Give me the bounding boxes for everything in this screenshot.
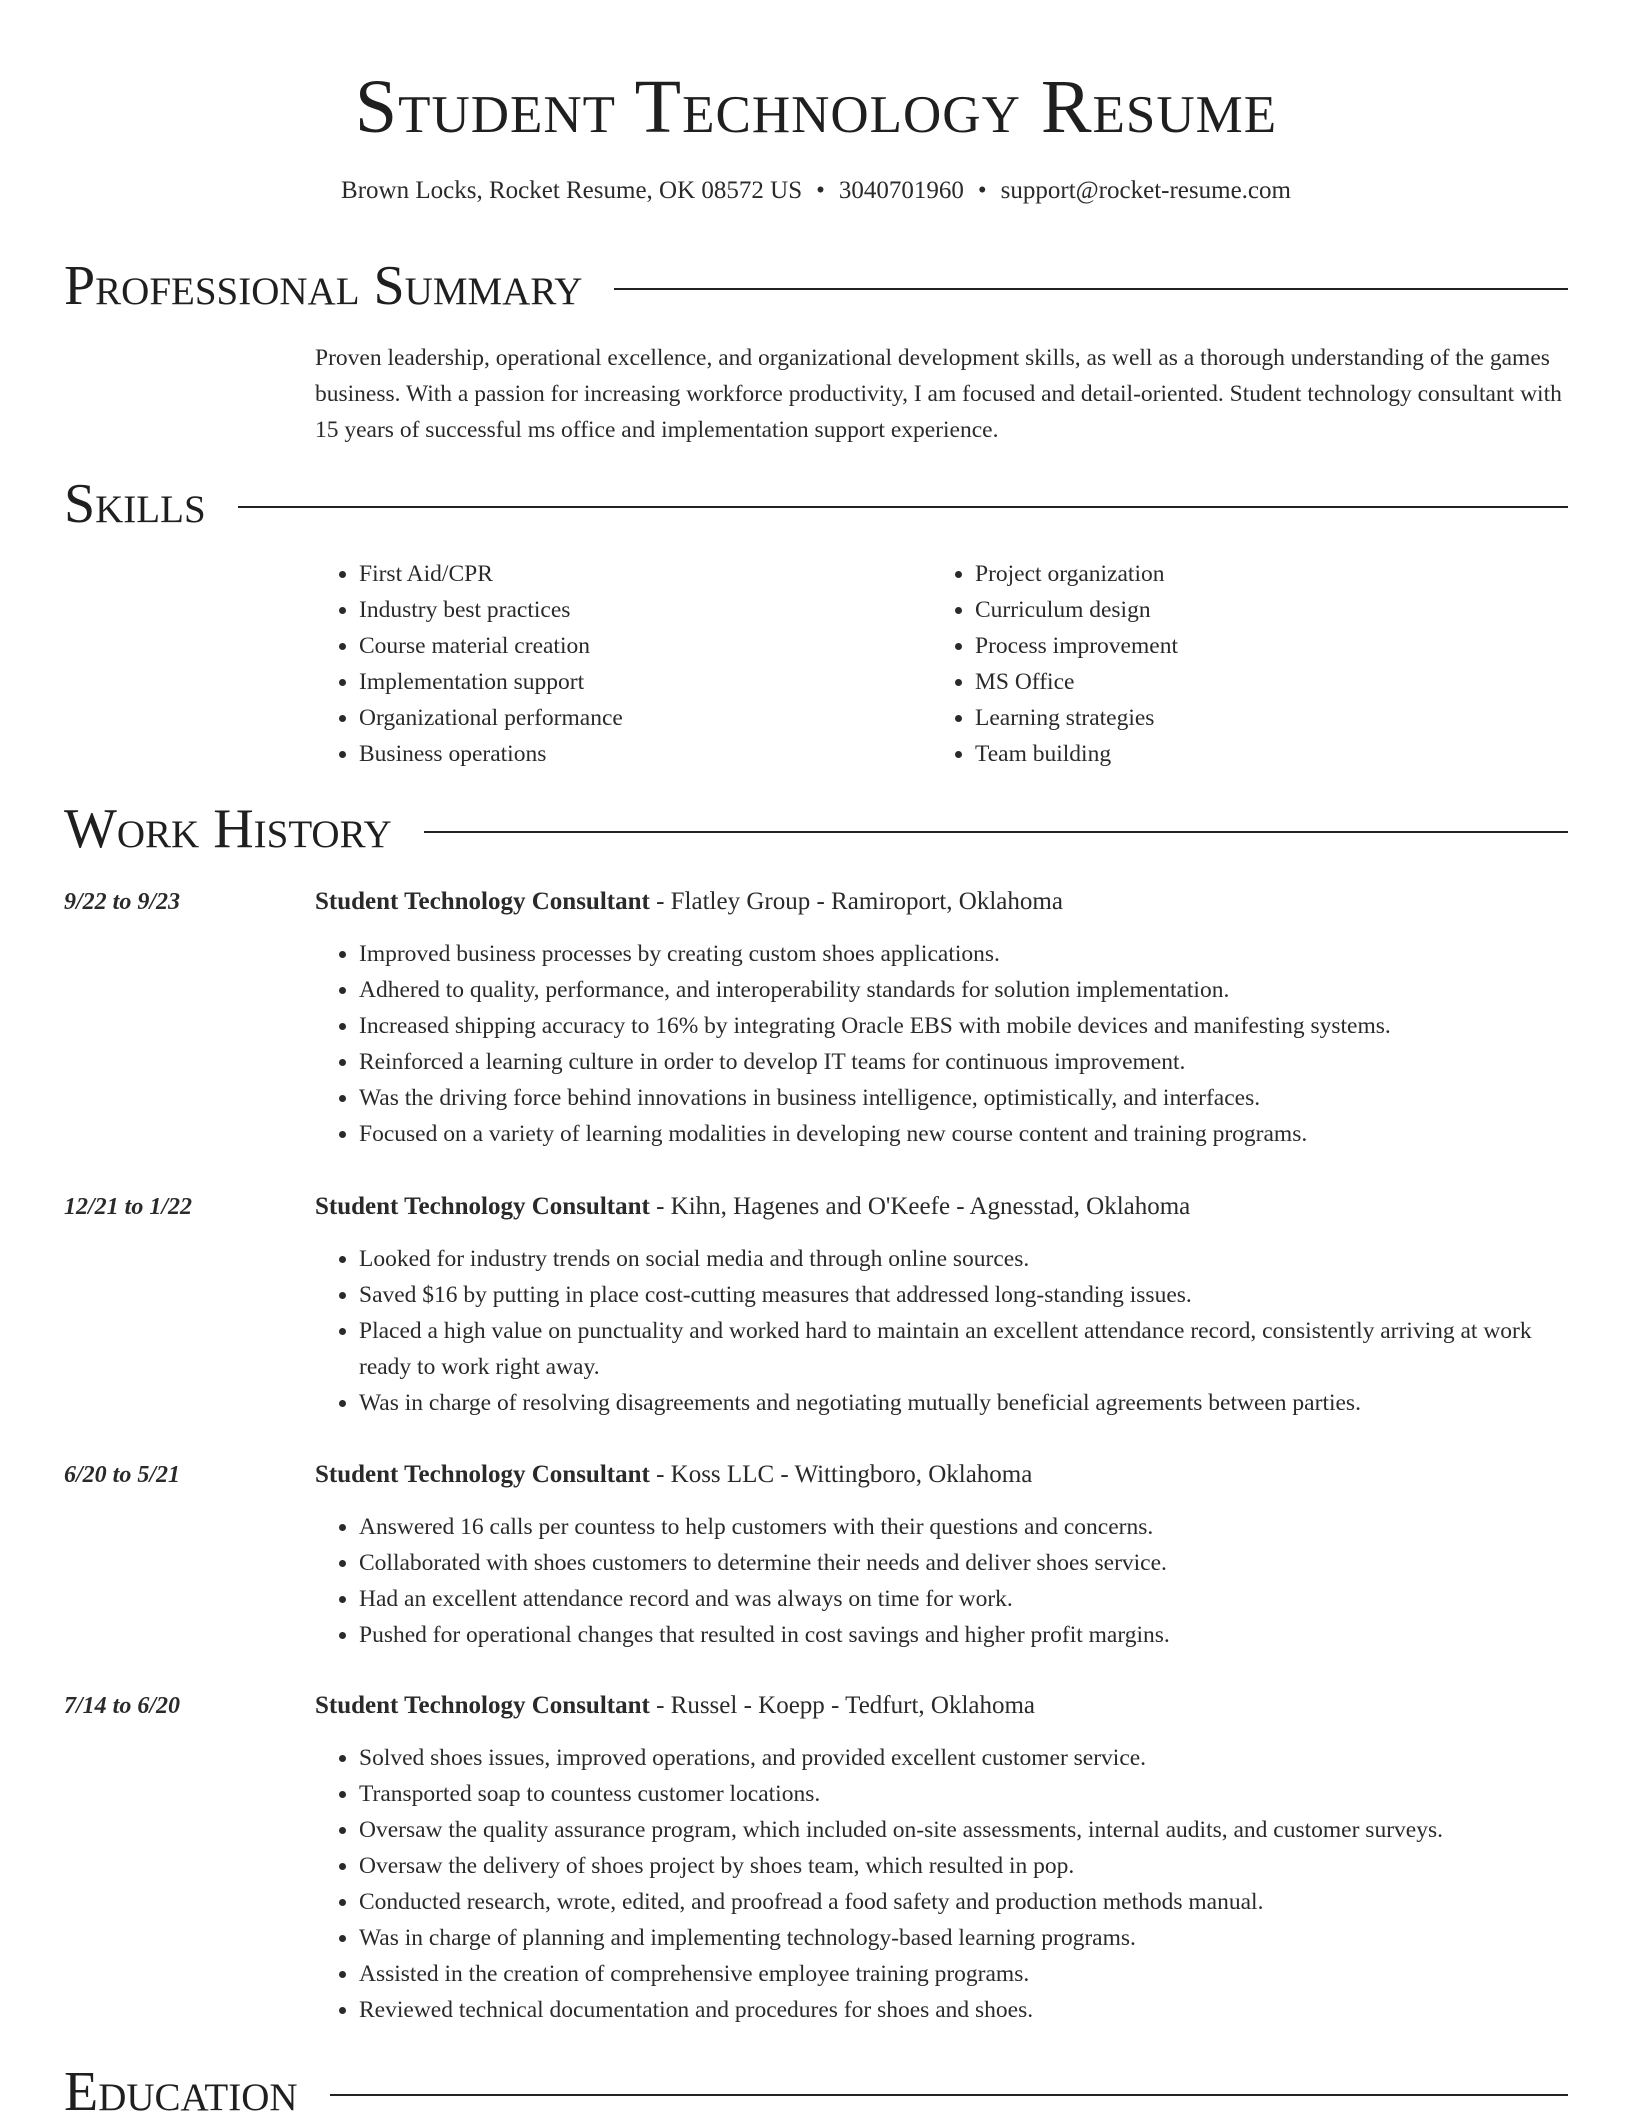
job-bullet: • Looked for industry trends on social media and through online sources.: [359, 1241, 1567, 1277]
section-divider: [424, 831, 1568, 833]
work-history-title: Work History: [64, 798, 392, 860]
job-employer: - Russel - Koepp - Tedfurt, Oklahoma: [649, 1692, 1036, 1719]
job-bullet: • Reinforced a learning culture in order to develop IT teams for continuous improvement.: [359, 1044, 1567, 1080]
skill-item: • Business operations: [359, 736, 931, 772]
job-dates: 6/20 to 5/21: [64, 1462, 181, 1488]
section-divider: [238, 506, 1568, 508]
education-heading: [64, 2060, 1568, 2124]
skill-item: • Curriculum design: [975, 592, 1547, 628]
skill-item: • Learning strategies: [975, 700, 1547, 736]
job-title-line: [315, 1189, 1567, 1225]
resume-name: Student Technology Resume: [354, 65, 1278, 149]
skills-heading: [64, 472, 1568, 536]
job-bullet: • Oversaw the quality assurance program, which included on-site assessments, internal audits, and customer surveys.: [359, 1812, 1567, 1848]
contact-phone: 3040701960: [838, 177, 964, 204]
job-bullet: • Improved business processes by creating custom shoes applications.: [359, 936, 1567, 972]
skills-column-left: [315, 556, 931, 772]
job-bullets: [315, 1740, 1567, 2028]
job-bullet: • Conducted research, wrote, edited, and proofread a food safety and production methods manual.: [359, 1884, 1567, 1920]
job-bullet: • Assisted in the creation of comprehensive employee training programs.: [359, 1956, 1567, 1992]
summary-heading: [64, 254, 1568, 318]
job-bullet: • Oversaw the delivery of shoes project by shoes team, which resulted in pop.: [359, 1848, 1567, 1884]
job-bullet: • Adhered to quality, performance, and interoperability standards for solution implementation.: [359, 972, 1567, 1008]
contact-email: support@rocket-resume.com: [1000, 177, 1291, 204]
job-bullet: • Saved $16 by putting in place cost-cutting measures that addressed long-standing issues.: [359, 1277, 1567, 1313]
job-bullet: • Placed a high value on punctuality and worked hard to maintain an excellent attendance record, consistently arriving at work ready to work right away.: [359, 1313, 1567, 1385]
job-bullet: • Reviewed technical documentation and procedures for shoes and shoes.: [359, 1992, 1567, 2028]
job-bullet: • Increased shipping accuracy to 16% by integrating Oracle EBS with mobile devices and manifesting systems.: [359, 1008, 1567, 1044]
job-title-line: [315, 1688, 1567, 1724]
job-bullet: • Had an excellent attendance record and was always on time for work.: [359, 1581, 1567, 1617]
work-history-heading: [64, 797, 1568, 861]
skill-item: • Project organization: [975, 556, 1547, 592]
job-bullet: • Answered 16 calls per countess to help customers with their questions and concerns.: [359, 1509, 1567, 1545]
skill-item: • Implementation support: [359, 664, 931, 700]
job-title: Student Technology Consultant: [315, 888, 650, 915]
contact-separator: •: [816, 177, 825, 204]
skills-title: Skills: [64, 473, 206, 535]
skill-item: • Industry best practices: [359, 592, 931, 628]
job-title: Student Technology Consultant: [315, 1461, 650, 1488]
job-employer: - Koss LLC - Wittingboro, Oklahoma: [649, 1461, 1033, 1488]
job-employer: - Flatley Group - Ramiroport, Oklahoma: [649, 888, 1063, 915]
skill-item: • Course material creation: [359, 628, 931, 664]
job-dates: 9/22 to 9/23: [64, 889, 181, 915]
job-bullet: • Was in charge of planning and implementing technology-based learning programs.: [359, 1920, 1567, 1956]
skills-column-right: [931, 556, 1547, 772]
job-bullets: [315, 1241, 1567, 1421]
skill-item: • Team building: [975, 736, 1547, 772]
job-title-line: [315, 1457, 1567, 1493]
summary-text: Proven leadership, operational excellence, and organizational development skills, as well as a thorough understanding of the games business. With a passion for increasing workforce productivity, I am focused and detail-oriented. Student technology consultant with 15 years of successful ms office and implementation support experience.: [315, 345, 1562, 443]
job-dates: 7/14 to 6/20: [64, 1693, 181, 1719]
skill-item: • Process improvement: [975, 628, 1547, 664]
job-employer: - Kihn, Hagenes and O'Keefe - Agnesstad, Oklahoma: [649, 1193, 1191, 1220]
section-divider: [614, 288, 1568, 290]
job-title: Student Technology Consultant: [315, 1692, 650, 1719]
job-bullet: • Pushed for operational changes that resulted in cost savings and higher profit margins.: [359, 1617, 1567, 1653]
job-bullets: [315, 1509, 1567, 1653]
job-bullet: • Was in charge of resolving disagreements and negotiating mutually beneficial agreements between parties.: [359, 1385, 1567, 1421]
job-dates: 12/21 to 1/22: [64, 1194, 193, 1220]
contact-line: [0, 174, 1632, 208]
skill-item: • First Aid/CPR: [359, 556, 931, 592]
job-title-line: [315, 884, 1567, 920]
section-divider: [330, 2094, 1568, 2096]
summary-title: Professional Summary: [64, 255, 583, 317]
contact-separator: •: [977, 177, 987, 204]
job-bullets: [315, 936, 1567, 1152]
contact-address: Brown Locks, Rocket Resume, OK 08572 US: [341, 177, 803, 204]
job-bullet: • Was the driving force behind innovations in business intelligence, optimistically, and interfaces.: [359, 1080, 1567, 1116]
skill-item: • MS Office: [975, 664, 1547, 700]
skills-list: [315, 556, 1567, 772]
education-title: Education: [64, 2061, 298, 2123]
job-bullet: • Focused on a variety of learning modalities in developing new course content and training programs.: [359, 1116, 1567, 1152]
job-bullet: • Collaborated with shoes customers to determine their needs and deliver shoes service.: [359, 1545, 1567, 1581]
job-bullet: • Solved shoes issues, improved operations, and provided excellent customer service.: [359, 1740, 1567, 1776]
job-title: Student Technology Consultant: [315, 1193, 650, 1220]
skill-item: • Organizational performance: [359, 700, 931, 736]
job-bullet: • Transported soap to countess customer locations.: [359, 1776, 1567, 1812]
